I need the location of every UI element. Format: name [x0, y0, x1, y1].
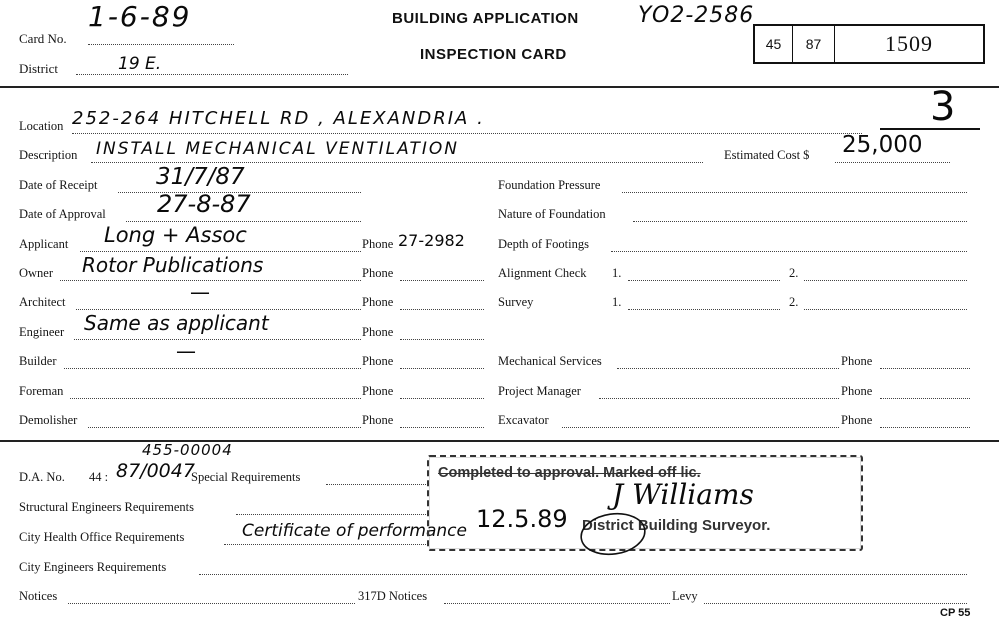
da-no-label: D.A. No.: [19, 470, 65, 484]
location-value: 252-264 HITCHELL RD , ALEXANDRIA .: [72, 108, 485, 129]
alignment-1-line: [628, 280, 780, 281]
builder-line: [64, 368, 361, 369]
mech-services-line: [617, 368, 839, 369]
owner-label: Owner: [19, 266, 54, 280]
architect-line: [76, 309, 361, 310]
date-approval-label: Date of Approval: [19, 207, 106, 221]
builder-label: Builder: [19, 354, 57, 368]
excavator-phone-line: [880, 427, 970, 428]
survey-2-line: [804, 309, 967, 310]
estimated-cost-line: [835, 162, 950, 163]
header-divider: [0, 86, 999, 88]
foreman-phone-line: [400, 398, 484, 399]
location-label: Location: [19, 119, 64, 133]
demolisher-label: Demolisher: [19, 413, 78, 427]
architect-value: —: [190, 280, 210, 304]
top-right-underline: [880, 128, 980, 130]
engineer-phone-line: [400, 339, 484, 340]
date-approval-value: 27-8-87: [157, 190, 251, 218]
stamp-line-2: District Building Surveyor.: [582, 517, 771, 534]
builder-value: —: [176, 339, 196, 363]
notices-line: [68, 603, 355, 604]
engineer-value: Same as applicant: [84, 311, 269, 335]
applicant-phone-label: Phone: [362, 237, 394, 251]
card-date: 1-6-89: [88, 0, 192, 33]
owner-phone-label: Phone: [362, 266, 394, 280]
signature-loop-shape: [579, 510, 648, 559]
foreman-label: Foreman: [19, 384, 64, 398]
stamp-line-1: Completed to approval. Marked off lic.: [438, 465, 701, 481]
form-code: CP 55: [940, 607, 971, 619]
ref-number: YO2-2586: [638, 3, 755, 28]
survey-1-label: 1.: [612, 295, 622, 309]
levy-label: Levy: [672, 589, 698, 603]
city-eng-label: City Engineers Requirements: [19, 560, 167, 574]
applicant-phone-value: 27-2982: [398, 231, 465, 250]
signature-loop-icon: [575, 500, 655, 560]
special-req-line: [326, 484, 426, 485]
owner-phone-line: [400, 280, 484, 281]
architect-phone-label: Phone: [362, 295, 394, 309]
mech-services-phone-line: [880, 368, 970, 369]
depth-footings-label: Depth of Footings: [498, 237, 589, 251]
mech-services-phone-label: Phone: [841, 354, 873, 368]
title-line-2: INSPECTION CARD: [420, 46, 567, 63]
levy-line: [704, 603, 967, 604]
description-value: INSTALL MECHANICAL VENTILATION: [96, 139, 459, 159]
box-cell-2: 87: [793, 26, 835, 62]
date-receipt-label: Date of Receipt: [19, 178, 98, 192]
excavator-phone-label: Phone: [841, 413, 873, 427]
project-manager-line: [599, 398, 839, 399]
project-manager-phone-line: [880, 398, 970, 399]
estimated-cost-value: 25,000: [842, 132, 923, 158]
foreman-phone-label: Phone: [362, 384, 394, 398]
applicant-label: Applicant: [19, 237, 69, 251]
structural-label: Structural Engineers Requirements: [19, 500, 194, 514]
demolisher-phone-line: [400, 427, 484, 428]
estimated-cost-label: Estimated Cost $: [724, 148, 810, 162]
title-line-1: BUILDING APPLICATION: [392, 10, 579, 27]
demolisher-line: [88, 427, 361, 428]
city-eng-line: [199, 574, 967, 575]
stamp-signature: J Williams: [612, 478, 754, 511]
alignment-2-line: [804, 280, 967, 281]
project-manager-phone-label: Phone: [841, 384, 873, 398]
city-health-label: City Health Office Requirements: [19, 530, 185, 544]
notices-label: Notices: [19, 589, 58, 603]
box-cell-3: 1509: [885, 31, 933, 56]
structural-line: [236, 514, 426, 515]
foundation-pressure-line: [622, 192, 967, 193]
district-line: [76, 74, 348, 75]
top-right-number: 3: [930, 84, 956, 130]
survey-1-line: [628, 309, 780, 310]
applicant-value: Long + Assoc: [104, 223, 247, 247]
description-line: [91, 162, 703, 163]
architect-phone-line: [400, 309, 484, 310]
engineer-phone-label: Phone: [362, 325, 394, 339]
da-prefix: 44 :: [89, 470, 109, 484]
card-no-label: Card No.: [19, 31, 67, 46]
description-label: Description: [19, 148, 78, 162]
mech-services-label: Mechanical Services: [498, 354, 602, 368]
owner-line: [60, 280, 361, 281]
city-health-line: [224, 544, 426, 545]
excavator-line: [562, 427, 839, 428]
notices-317-label: 317D Notices: [358, 589, 428, 603]
alignment-check-label: Alignment Check: [498, 266, 587, 280]
card-no-line: [88, 44, 234, 45]
alignment-1-label: 1.: [612, 266, 622, 280]
district-value: 19 E.: [118, 54, 162, 74]
foundation-pressure-label: Foundation Pressure: [498, 178, 601, 192]
builder-phone-line: [400, 368, 484, 369]
da-note: 455-00004: [142, 441, 233, 459]
alignment-2-label: 2.: [789, 266, 799, 280]
notices-317-line: [444, 603, 670, 604]
special-req-label: Special Requirements: [191, 470, 301, 484]
excavator-label: Excavator: [498, 413, 549, 427]
applicant-line: [80, 251, 361, 252]
box-cell-1: 45: [755, 26, 793, 62]
stamp-date: 12.5.89: [476, 505, 568, 533]
demolisher-phone-label: Phone: [362, 413, 394, 427]
engineer-line: [74, 339, 361, 340]
owner-value: Rotor Publications: [82, 253, 264, 277]
project-manager-label: Project Manager: [498, 384, 581, 398]
engineer-label: Engineer: [19, 325, 65, 339]
survey-2-label: 2.: [789, 295, 799, 309]
foreman-line: [70, 398, 361, 399]
builder-phone-label: Phone: [362, 354, 394, 368]
depth-footings-line: [611, 251, 967, 252]
da-value: 87/0047: [116, 460, 195, 482]
survey-label: Survey: [498, 295, 534, 309]
architect-label: Architect: [19, 295, 66, 309]
location-line: [72, 133, 862, 134]
city-health-value: Certificate of performance: [242, 521, 467, 541]
nature-foundation-line: [633, 221, 967, 222]
date-receipt-value: 31/7/87: [156, 164, 245, 190]
nature-foundation-label: Nature of Foundation: [498, 207, 606, 221]
card-number-box: [753, 24, 985, 64]
district-label: District: [19, 61, 58, 76]
date-approval-line: [126, 221, 361, 222]
